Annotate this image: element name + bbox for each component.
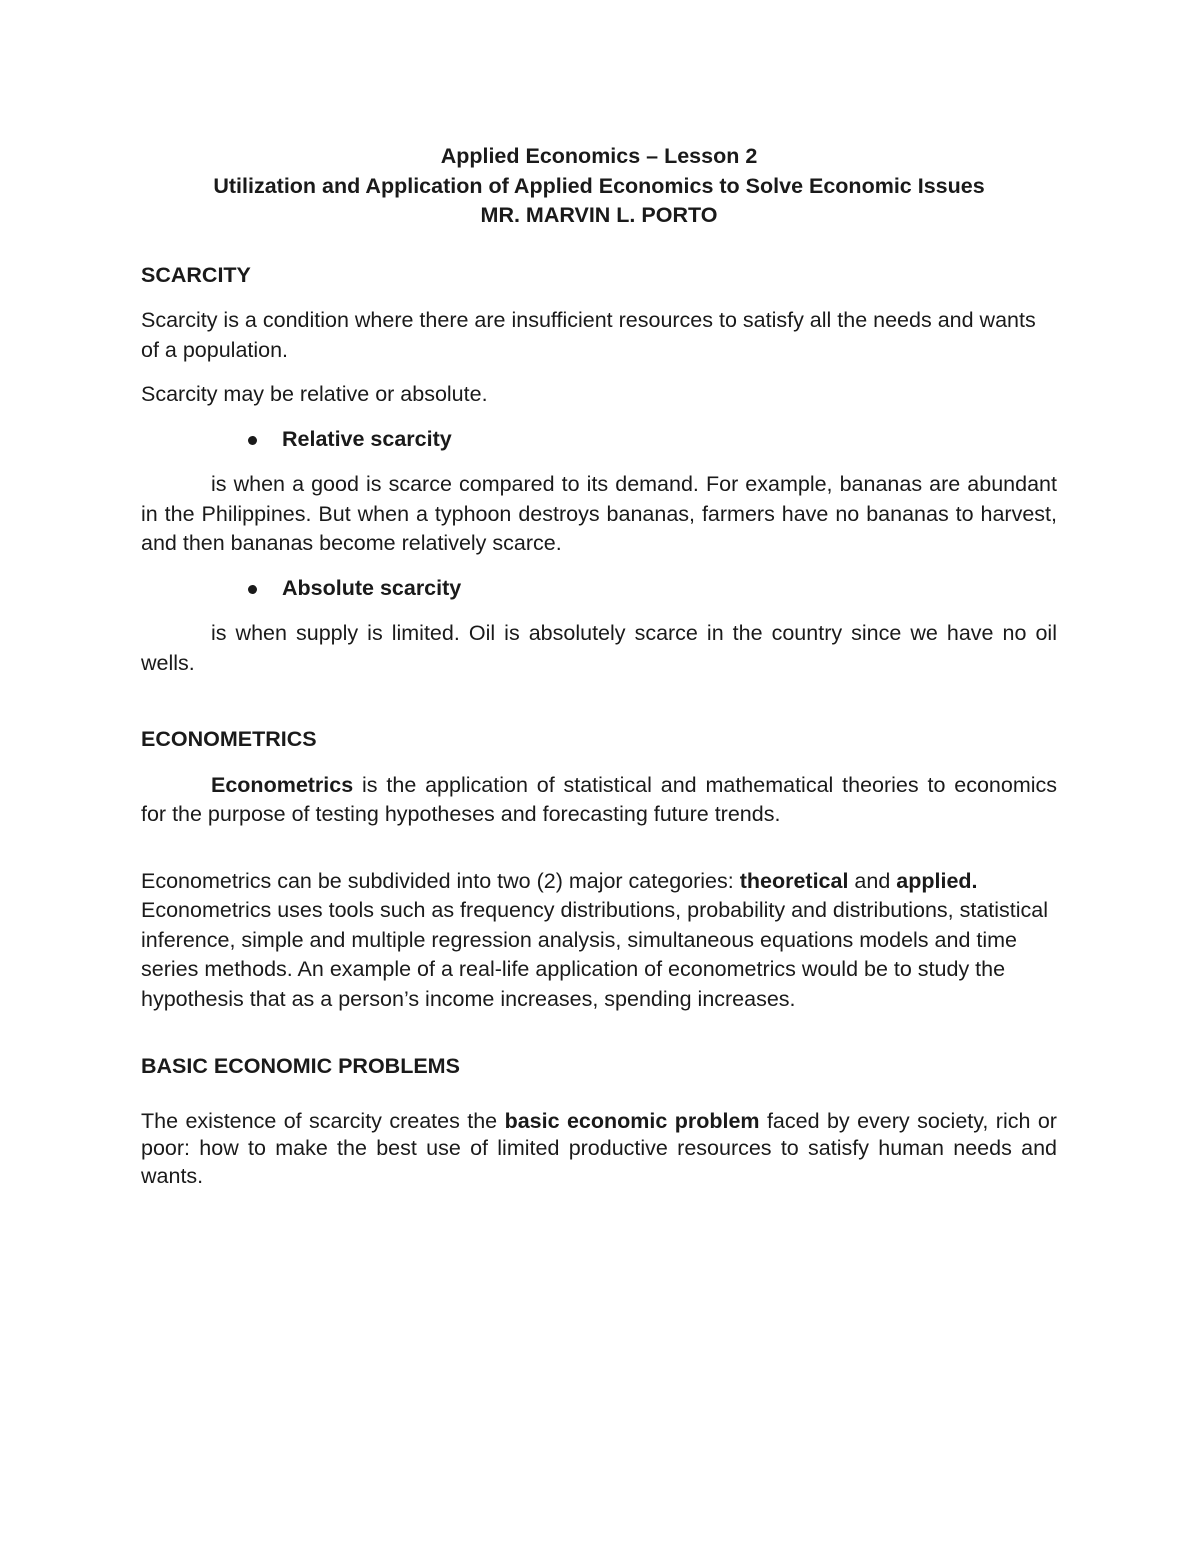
econometrics-categories	[141, 867, 1057, 1015]
category-applied: applied.	[896, 868, 978, 893]
econometrics-term: Econometrics	[211, 772, 354, 797]
econometrics-definition-text: is the application of statistical and mathematical theories to economics for the purpose of testing hypotheses and forecasting future trends.	[141, 772, 1057, 826]
basic-problems-text	[141, 1108, 1057, 1191]
basic-problems-heading: BASIC ECONOMIC PROBLEMS	[141, 1054, 460, 1078]
categories-and: and	[848, 868, 897, 893]
scarcity-definition: Scarcity is a condition where there are insufficient resources to satisfy all the needs and wants of a population.	[141, 308, 1036, 362]
author-name: MR. MARVIN L. PORTO	[480, 203, 718, 227]
relative-scarcity-bullet	[141, 425, 1057, 455]
absolute-scarcity-bullet	[141, 574, 1057, 604]
lesson-subtitle: Utilization and Application of Applied Economics to Solve Economic Issues	[213, 173, 985, 198]
relative-scarcity-label: Relative scarcity	[282, 426, 452, 451]
bullet-icon	[248, 585, 257, 594]
scarcity-types-intro: Scarcity may be relative or absolute.	[141, 382, 488, 406]
econometrics-definition	[141, 771, 1057, 830]
econometrics-tools-text: Econometrics uses tools such as frequency distributions, probability and distributions, statistical inference, simple and multiple regression analysis, simultaneous equations models and time series methods. An example of a real-life application of econometrics would be to study the hypothesis that as a person’s income increases, spending increases.	[141, 898, 1049, 1011]
absolute-scarcity-text: is when supply is limited. Oil is absolutely scarce in the country since we have no oil wells.	[141, 621, 1057, 675]
basic-problems-term: basic economic problem	[504, 1108, 760, 1133]
document-content	[141, 142, 1057, 1190]
basic-problems-prefix: The existence of scarcity creates the	[141, 1108, 505, 1133]
document-header	[141, 142, 1057, 231]
lesson-title: Applied Economics – Lesson 2	[440, 144, 758, 168]
absolute-scarcity-label: Absolute scarcity	[282, 575, 462, 600]
basic-problems-rest: faced by every society, rich or poor: how to make the best use of limited productive resources to satisfy human needs and wants.	[141, 1108, 1057, 1188]
scarcity-heading: SCARCITY	[141, 262, 251, 287]
category-theoretical: theoretical	[739, 868, 849, 893]
bullet-icon	[248, 436, 257, 445]
categories-prefix: Econometrics can be subdivided into two (2) major categories:	[141, 868, 740, 893]
econometrics-heading: ECONOMETRICS	[141, 727, 317, 751]
relative-scarcity-text: is when a good is scarce compared to its demand. For example, bananas are abundant in the Philippines. But when a typhoon destroys bananas, farmers have no bananas to harvest, and then bananas become relatively scarce.	[141, 472, 1057, 555]
